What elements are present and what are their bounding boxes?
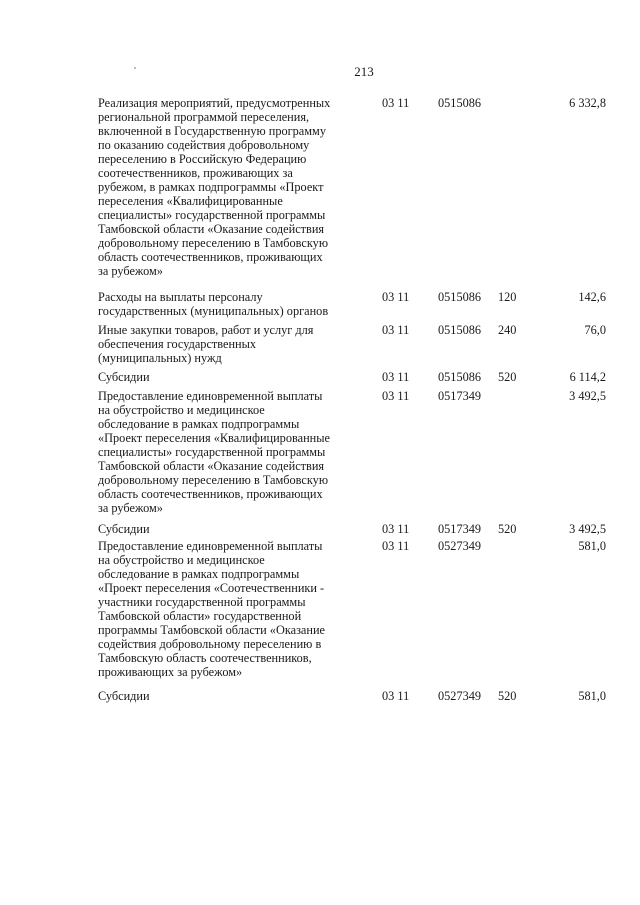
row-section-code: 03 11 bbox=[382, 96, 410, 110]
table-row bbox=[98, 323, 606, 365]
row-name: Предоставление единовременной выплаты на обустройство и медицинское обследование в рамках подпрограммы «Проект переселения «Соотечественники - участники государственной программы Тамбовской области» государственной программы Тамбовской области «Оказание содействия добровольному переселению в Тамбовскую область соотечественников, проживающих за рубежом» bbox=[98, 539, 326, 679]
row-expense-type: 520 bbox=[498, 689, 517, 703]
table-row bbox=[98, 689, 606, 703]
row-name: Иные закупки товаров, работ и услуг для обеспечения государственных (муниципальных) нужд bbox=[98, 323, 314, 365]
row-sum: 581,0 bbox=[578, 689, 606, 703]
row-target-article: 0515086 bbox=[438, 96, 482, 110]
row-sum: 76,0 bbox=[584, 323, 606, 337]
table-row bbox=[98, 290, 606, 318]
table-row bbox=[98, 370, 606, 384]
table-row bbox=[98, 389, 606, 515]
row-name: Субсидии bbox=[98, 689, 150, 703]
row-sum: 581,0 bbox=[578, 539, 606, 553]
budget-table bbox=[98, 96, 606, 703]
row-sum: 6 114,2 bbox=[569, 370, 606, 384]
row-target-article: 0517349 bbox=[438, 389, 482, 403]
row-target-article: 0515086 bbox=[438, 370, 482, 384]
row-name: Субсидии bbox=[98, 522, 150, 536]
row-sum: 142,6 bbox=[578, 290, 606, 304]
table-row bbox=[98, 539, 606, 679]
row-section-code: 03 11 bbox=[382, 370, 410, 384]
row-sum: 3 492,5 bbox=[569, 522, 606, 536]
row-expense-type: 120 bbox=[498, 290, 517, 304]
row-target-article: 0527349 bbox=[438, 689, 482, 703]
row-section-code: 03 11 bbox=[382, 539, 410, 553]
page-number: 213 bbox=[354, 64, 374, 79]
row-section-code: 03 11 bbox=[382, 290, 410, 304]
table-row bbox=[98, 522, 606, 536]
row-section-code: 03 11 bbox=[382, 323, 410, 337]
table-row bbox=[98, 96, 606, 278]
row-expense-type: 520 bbox=[498, 522, 517, 536]
row-sum: 3 492,5 bbox=[569, 389, 606, 403]
row-name: Предоставление единовременной выплаты на обустройство и медицинское обследование в рамках подпрограммы «Проект переселения «Квалифицированные специалисты» государственной программы Тамбовской области «Оказание содействия добровольному переселению в Тамбовскую область соотечественников, проживающих за рубежом» bbox=[98, 389, 330, 515]
row-expense-type: 520 bbox=[498, 370, 517, 384]
row-name: Реализация мероприятий, предусмотренных региональной программой переселения, включенной в Государственную программу по оказанию содействия добровольному переселению в Российскую Федерацию соотечественников, проживающих за рубежом, в рамках подпрограммы «Проект переселения «Квалифицированные специалисты» государственной программы Тамбовской области «Оказание содействия добровольному переселению в Тамбовскую область соотечественников, проживающих за рубежом» bbox=[98, 96, 331, 278]
row-expense-type: 240 bbox=[498, 323, 517, 337]
row-target-article: 0527349 bbox=[438, 539, 482, 553]
row-target-article: 0517349 bbox=[438, 522, 482, 536]
row-section-code: 03 11 bbox=[382, 689, 410, 703]
row-section-code: 03 11 bbox=[382, 522, 410, 536]
row-section-code: 03 11 bbox=[382, 389, 410, 403]
row-target-article: 0515086 bbox=[438, 290, 482, 304]
row-sum: 6 332,8 bbox=[569, 96, 606, 110]
row-target-article: 0515086 bbox=[438, 323, 482, 337]
row-name: Расходы на выплаты персоналу государственных (муниципальных) органов bbox=[98, 290, 329, 318]
row-name: Субсидии bbox=[98, 370, 150, 384]
